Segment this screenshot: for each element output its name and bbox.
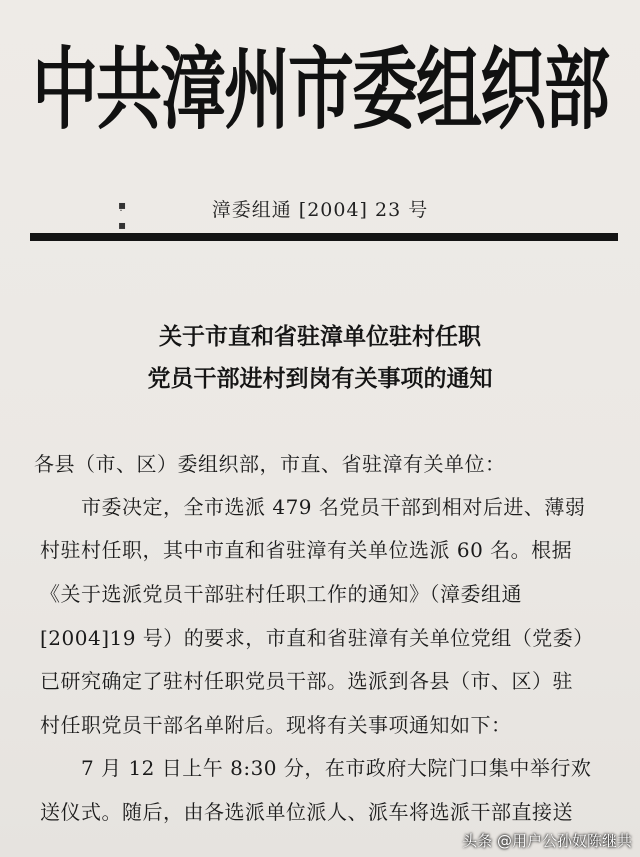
title-line-2: 党员干部进村到岗有关事项的通知: [147, 366, 493, 392]
red-header-rule: [30, 233, 618, 241]
ink-speck: ▪ ˙ ▪: [118, 198, 127, 232]
document-number: 漳委组通 [2004] 23 号: [211, 199, 429, 221]
body-line: 送仪式。随后，由各选派单位派人、派车将选派干部直接送: [40, 800, 573, 824]
body-line: 市委决定，全市选派 479 名党员干部到相对后进、薄弱: [40, 495, 586, 519]
body-line: 7 月 12 日上午 8:30 分，在市政府大院门口集中举行欢: [40, 756, 592, 780]
body-line: 各县（市、区）委组织部，市直、省驻漳有关单位：: [34, 452, 506, 476]
body-line: 村任职党员干部名单附后。现将有关事项通知如下：: [40, 713, 512, 737]
body-line: 《关于选派党员干部驻村任职工作的通知》（漳委组通: [40, 582, 522, 606]
title-line-1: 关于市直和省驻漳单位驻村任职: [159, 324, 481, 350]
body-line: 已研究确定了驻村任职党员干部。选派到各县（市、区）驻: [40, 669, 573, 693]
masthead-org-name: 中共漳州市委组织部: [32, 38, 608, 143]
body-line: [2004]19 号）的要求，市直和省驻漳有关单位党组（党委）: [40, 626, 594, 650]
body-line: 村驻村任职，其中市直和省驻漳有关单位选派 60 名。根据: [40, 538, 573, 562]
watermark-text: 头条 @用户公孙奴陈继共: [462, 832, 632, 850]
